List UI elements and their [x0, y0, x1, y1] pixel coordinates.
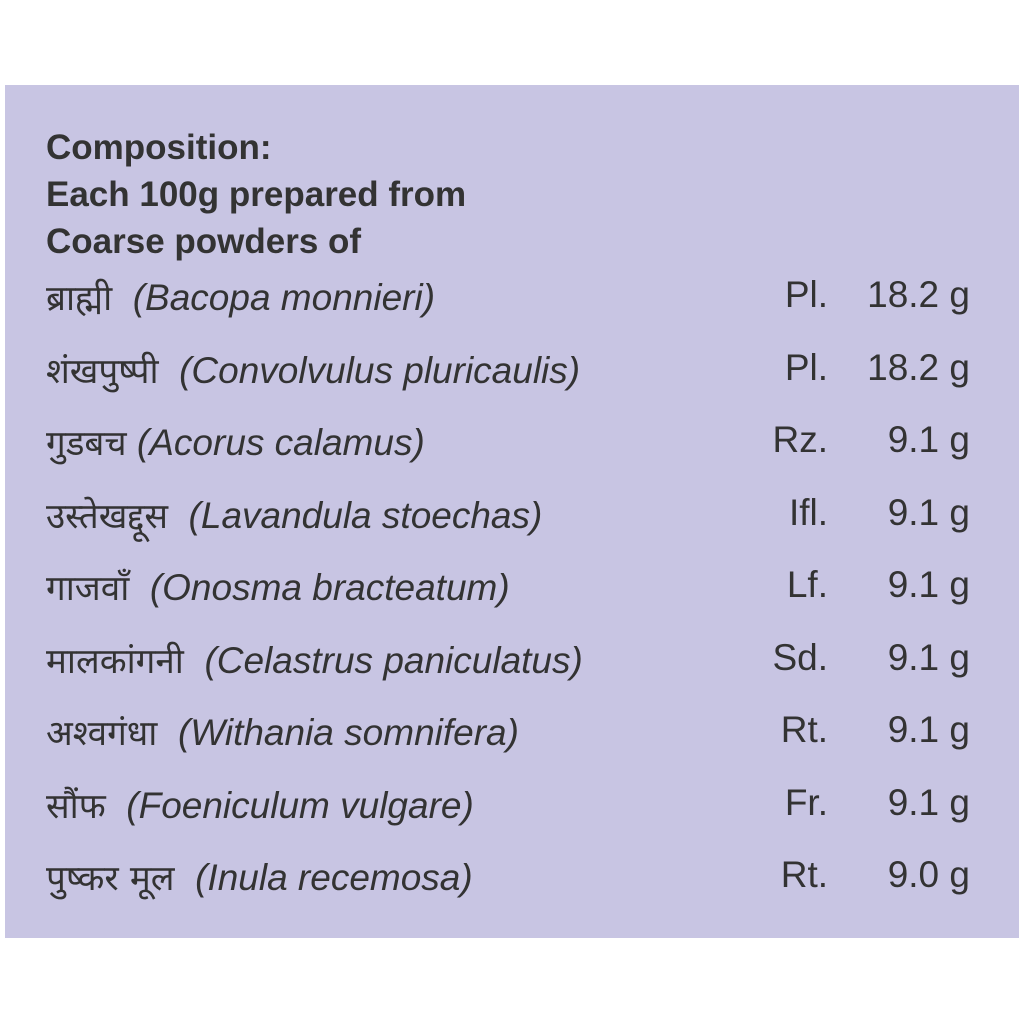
ingredient-latin-name: (Onosma bracteatum) [149, 567, 510, 608]
ingredient-amount: 9.1 g [887, 636, 970, 678]
ingredient-amount: 9.1 g [887, 491, 970, 533]
ingredient-row [46, 556, 976, 629]
ingredient-amount: 9.1 g [887, 564, 970, 605]
heading-line-3: Coarse powders of [46, 222, 362, 261]
ingredient-hindi-name: गाजवाँ [46, 569, 130, 609]
ingredient-latin-name: (Convolvulus pluricaulis) [179, 349, 581, 391]
ingredient-amount: 9.1 g [887, 709, 970, 750]
ingredient-latin-name: (Inula recemosa) [195, 857, 473, 898]
ingredient-row [46, 846, 976, 919]
ingredient-latin-name: (Withania somnifera) [177, 712, 519, 753]
ingredient-hindi-name: सौंफ [46, 786, 106, 827]
composition-heading [46, 124, 466, 265]
ingredient-part: Lf. [786, 564, 828, 605]
ingredient-part: Rz. [772, 419, 828, 460]
ingredient-amount: 18.2 g [867, 346, 970, 388]
ingredient-row [46, 484, 976, 557]
ingredient-latin-name: (Celastrus paniculatus) [204, 639, 583, 681]
ingredient-amount: 9.0 g [887, 854, 970, 895]
ingredient-row [46, 701, 976, 774]
ingredient-hindi-name: अश्वगंधा [46, 714, 158, 754]
ingredient-row [46, 774, 976, 847]
ingredient-latin-name: (Lavandula stoechas) [188, 494, 543, 536]
ingredient-amount: 18.2 g [867, 274, 970, 315]
ingredient-part: Pl. [784, 274, 828, 315]
ingredient-latin-name: (Acorus calamus) [136, 422, 425, 463]
ingredient-part: Fr. [784, 781, 828, 823]
ingredient-part: Rt. [780, 854, 828, 895]
ingredient-hindi-name: उस्तेखद्दूस [46, 496, 168, 537]
ingredient-hindi-name: शंखपुष्पी [46, 351, 159, 392]
ingredient-latin-name: (Foeniculum vulgare) [126, 784, 474, 826]
heading-title: Composition: [46, 128, 272, 167]
heading-line-2: Each 100g prepared from [46, 175, 467, 214]
ingredient-latin-name: (Bacopa monnieri) [132, 277, 436, 318]
ingredient-hindi-name: मालकांगनी [46, 641, 184, 682]
ingredient-amount: 9.1 g [887, 419, 970, 460]
ingredient-row [46, 411, 976, 484]
ingredient-part: Pl. [784, 346, 828, 388]
ingredient-list [46, 266, 976, 919]
ingredient-hindi-name: ब्राह्मी [46, 279, 113, 319]
ingredient-part: Rt. [780, 709, 828, 750]
ingredient-part: Ifl. [788, 491, 828, 533]
ingredient-row [46, 339, 976, 412]
ingredient-amount: 9.1 g [887, 781, 970, 823]
ingredient-row [46, 629, 976, 702]
ingredient-part: Sd. [772, 636, 828, 678]
ingredient-row [46, 266, 976, 339]
ingredient-hindi-name: गुडबच [46, 424, 127, 464]
ingredient-hindi-name: पुष्कर मूल [46, 859, 175, 899]
